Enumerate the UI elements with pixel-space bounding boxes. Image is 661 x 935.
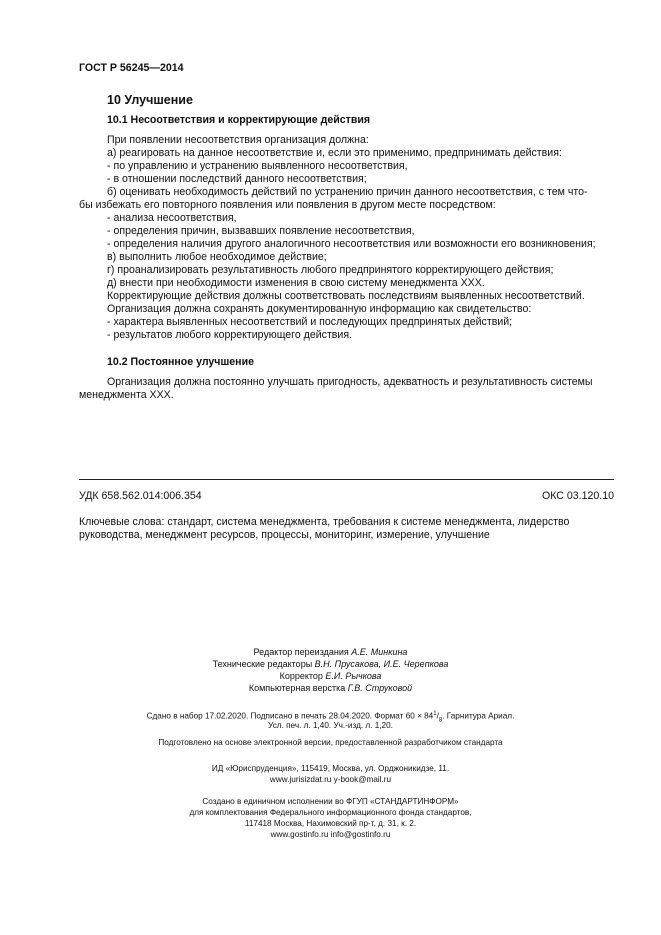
credit-label: Технические редакторы	[212, 659, 315, 669]
divider-line	[79, 479, 614, 480]
printer-contacts: www.gostinfo.ru info@gostinfo.ru	[270, 830, 391, 839]
printer-line: для комплектования Федерального информационного фонда стандартов,	[189, 808, 472, 817]
body-line: - в отношении последствий данного несоответствия;	[107, 173, 367, 185]
document-header: ГОСТ Р 56245—2014	[79, 62, 184, 74]
body-line: в) выполнить любое необходимое действие;	[107, 251, 327, 263]
body-line: - характера выявленных несоответствий и последующих предпринятых действий;	[107, 316, 513, 328]
printer-line: 117418 Москва, Нахимовский пр-т, д. 31, к. 2.	[244, 819, 417, 828]
keywords-line: Ключевые слова: стандарт, система менеджмента, требования к системе менеджмента, лидерство	[79, 516, 570, 528]
body-line: Корректирующие действия должны соответствовать последствиям выявленных несоответствий.	[107, 290, 585, 302]
credit-name: Е.И. Рычкова	[325, 671, 382, 681]
credit-name: В.Н. Прусакова, И.Е. Черепкова	[314, 659, 449, 669]
format-denominator: 8	[438, 717, 443, 724]
body-line: б) оценивать необходимость действий по устранению причин данного несоответствия, с тем что-	[107, 186, 588, 198]
credit-corrector	[0, 671, 661, 682]
credit-label: Компьютерная верстка	[248, 683, 348, 693]
format-slash: /	[436, 711, 439, 721]
subsection-10-1-title: 10.1 Несоответствия и корректирующие действия	[107, 114, 371, 126]
publisher-address: ИД «Юриспруденция», 115419, Москва, ул. Орджоникидзе, 11.	[211, 764, 450, 773]
udk-code: УДК 658.562.014:006.354	[79, 490, 202, 502]
body-line: - результатов любого корректирующего действия.	[107, 329, 353, 341]
section-title: 10 Улучшение	[107, 93, 193, 107]
imprint-note: Подготовлено на основе электронной версии, предоставленной разработчиком стандарта	[158, 738, 503, 747]
body-line: менеджмента ХХХ.	[79, 389, 174, 401]
credit-label: Корректор	[279, 671, 326, 681]
credit-editor	[0, 647, 661, 658]
imprint-text: Сдано в набор 17.02.2020. Подписано в печать 28.04.2020. Формат 60 × 84	[146, 711, 434, 721]
credit-name: А.Е. Минкина	[351, 647, 408, 657]
keywords	[79, 516, 569, 542]
credit-name: Г.В. Струковой	[347, 683, 413, 693]
keywords-line: руководства, менеджмент ресурсов, процессы, мониторинг, измерение, улучшение	[79, 529, 490, 541]
body-line: - по управлению и устранению выявленного несоответствия,	[107, 160, 408, 172]
body-line: - анализа несоответствия,	[107, 212, 237, 224]
subsection-10-2-title: 10.2 Постоянное улучшение	[107, 356, 254, 368]
body-line: г) проанализировать результативность любого предпринятого корректирующего действия;	[107, 264, 554, 276]
credit-layout	[0, 683, 661, 694]
oks-code: ОКС 03.120.10	[541, 490, 614, 502]
credit-tech-editors	[0, 659, 661, 670]
imprint-sheets: Усл. печ. л. 1,40. Уч.-изд. л. 1,20.	[268, 721, 393, 730]
body-line: а) реагировать на данное несоответствие и, если это применимо, предпринимать действия:	[107, 147, 562, 159]
body-line: - определения наличия другого аналогичного несоответствия или возможности его возникновения;	[107, 238, 596, 250]
body-line: Организация должна постоянно улучшать пригодность, адекватность и результативность системы	[107, 376, 593, 388]
body-line: Организация должна сохранять документированную информацию как свидетельство:	[107, 303, 532, 315]
body-line: При появлении несоответствия организация должна:	[107, 134, 369, 146]
imprint-text: . Гарнитура Ариал.	[442, 711, 515, 721]
credit-label: Редактор переиздания	[253, 647, 352, 657]
body-line: д) внести при необходимости изменения в свою систему менеджмента ХХХ.	[107, 277, 485, 289]
printer-line: Создано в единичном исполнении во ФГУП «СТАНДАРТИНФОРМ»	[202, 797, 459, 806]
publisher-contacts: www.jurisizdat.ru y-book@mail.ru	[269, 775, 392, 784]
format-numerator: 1	[433, 711, 437, 717]
body-line: бы избежать его повторного появления или появления в другом месте посредством:	[79, 199, 496, 211]
body-line: - определения причин, вызвавших появление несоответствия,	[107, 225, 415, 237]
